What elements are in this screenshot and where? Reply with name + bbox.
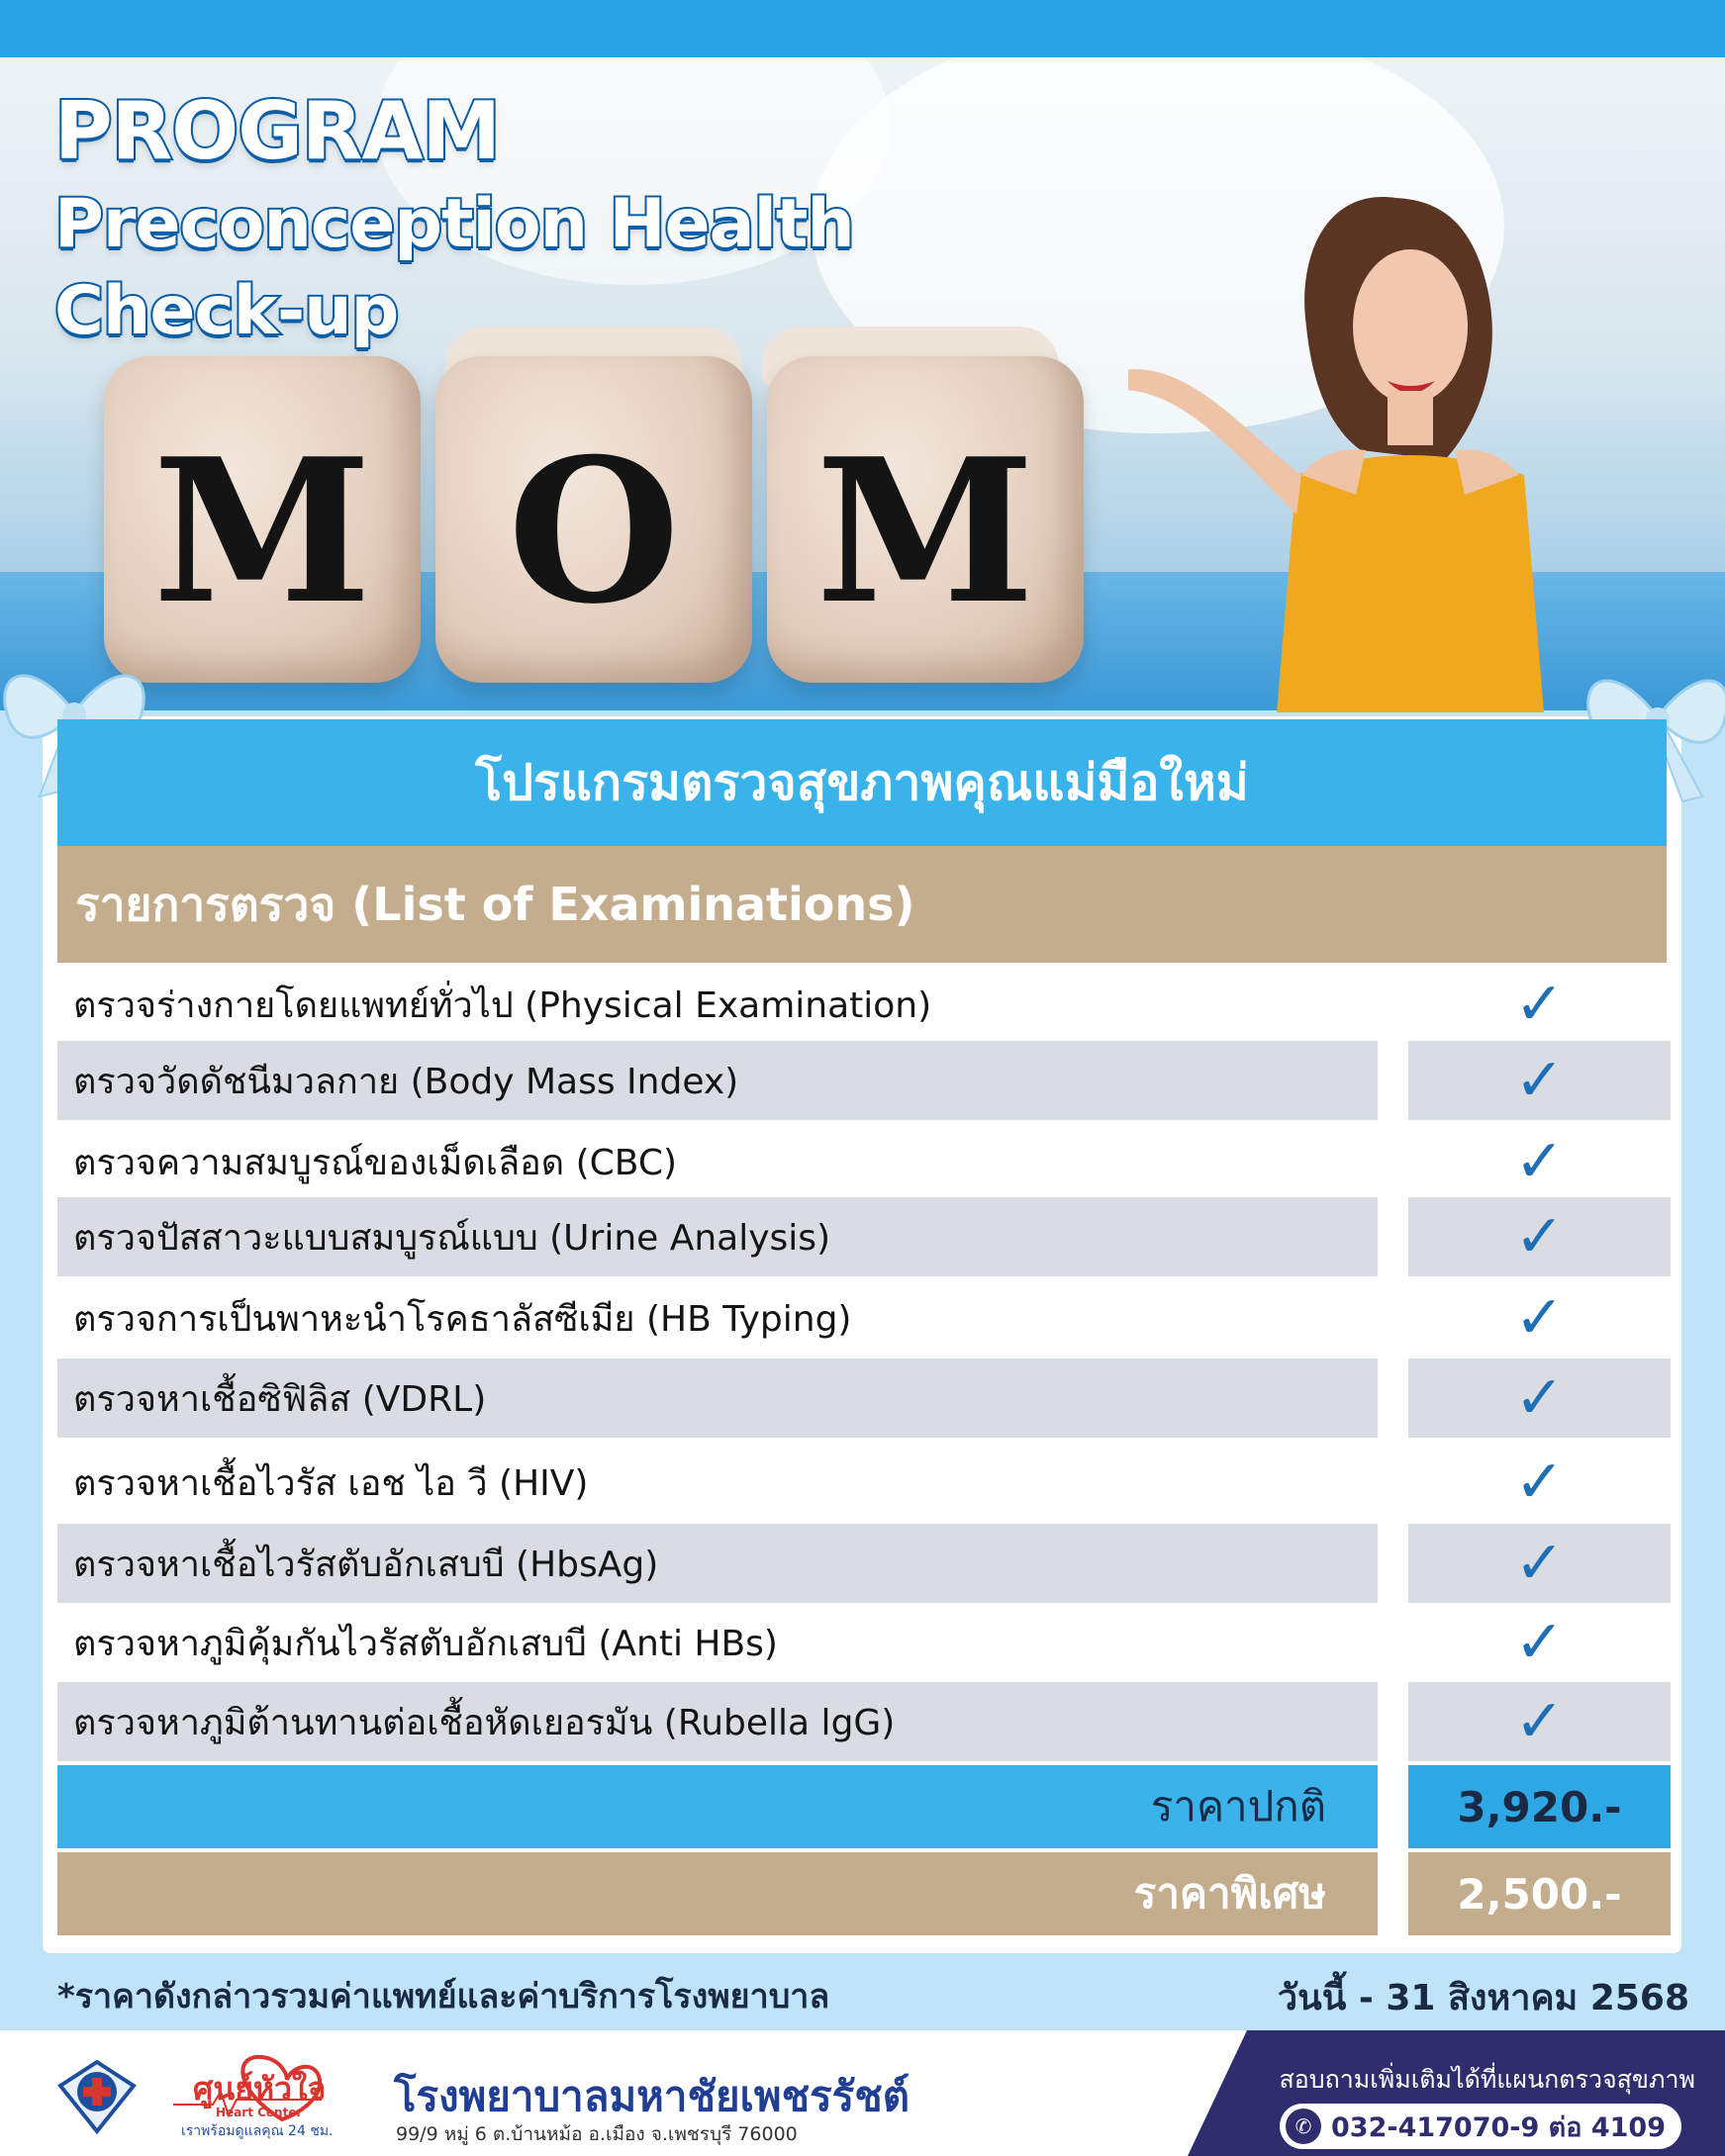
special-price: 2,500.- [1457,1869,1622,1919]
phone-icon: ✆ [1286,2109,1321,2144]
heart-center-tagline: เราพร้อมดูแลคุณ 24 ชม. [181,2123,334,2139]
hospital-logo-icon [54,2058,140,2135]
check-icon: ✓ [1514,1127,1565,1196]
cube-letter: M [815,416,1035,648]
price-footnote: *ราคาดังกล่าวรวมค่าแพทย์และค่าบริการโรงพยาบาล [57,1977,830,2016]
hospital-name: โรงพยาบาลมหาชัยเพชรรัชต์ [394,2072,910,2120]
check-icon: ✓ [1514,1363,1565,1433]
woman-photo [1128,178,1643,712]
page-title: Preconception Health [54,185,854,263]
exam-row [57,1359,1671,1438]
check-icon: ✓ [1514,1283,1565,1353]
exam-label: ตรวจปัสสาวะแบบสมบูรณ์แบบ (Urine Analysis) [73,1217,831,1259]
cube-letter: M [152,416,372,648]
check-icon: ✓ [1514,1448,1565,1517]
normal-price-row [57,1765,1671,1848]
exam-label: ตรวจการเป็นพาหะนำโรคธาลัสซีเมีย (HB Typing) [73,1298,852,1340]
exam-row [57,1278,1671,1358]
exam-row [57,1603,1671,1682]
phone-pill[interactable] [1280,2104,1681,2149]
cube-letter: O [507,416,681,648]
check-icon: ✓ [1514,970,1565,1039]
letter-cube [435,356,752,683]
program-label: PROGRAM [54,85,501,177]
special-price-row [57,1852,1671,1935]
letter-cube [767,356,1084,683]
heart-center-title: ศูนย์หัวใจ [193,2070,327,2108]
phone-number[interactable]: 032-417070-9 ต่อ 4109 [1331,2111,1666,2143]
list-header [57,846,1667,963]
exam-label: ตรวจร่างกายโดยแพทย์ทั่วไป (Physical Examination) [73,984,932,1026]
check-icon: ✓ [1514,1529,1565,1598]
exam-row [57,1524,1671,1603]
normal-price: 3,920.- [1457,1782,1622,1831]
page-subtitle: Check-up [54,272,399,350]
exam-row [57,1682,1671,1761]
check-icon: ✓ [1514,1046,1565,1115]
check-icon: ✓ [1514,1202,1565,1271]
exam-label: ตรวจความสมบูรณ์ของเม็ดเลือด (CBC) [73,1142,678,1183]
exam-label: ตรวจหาเชื้อไวรัส เอช ไอ วี (HIV) [73,1462,589,1504]
card-title-bar [57,719,1667,846]
exam-row [57,1041,1671,1120]
special-price-label: ราคาพิเศษ [1133,1869,1326,1918]
exam-row [57,1197,1671,1276]
validity-date: วันนี้ - 31 สิงหาคม 2568 [1277,1978,1689,2018]
normal-price-label: ราคาปกติ [1150,1782,1326,1830]
list-header-label: รายการตรวจ (List of Examinations) [75,877,915,931]
exam-label: ตรวจหาเชื้อซิฟิลิส (VDRL) [73,1378,487,1420]
hospital-address: 99/9 หมู่ 6 ต.บ้านหม้อ อ.เมือง จ.เพชรบุรี 76000 [396,2123,798,2145]
exam-label: ตรวจหาภูมิคุ้มกันไวรัสตับอักเสบบี (Anti HBs) [73,1623,778,1664]
exam-label: ตรวจวัดดัชนีมวลกาย (Body Mass Index) [73,1061,739,1102]
heart-center-subtitle: Heart Center [216,2106,303,2119]
exam-row [57,965,1671,1044]
top-band [0,0,1725,57]
title-block [54,84,854,353]
exam-label: ตรวจหาเชื้อไวรัสตับอักเสบบี (HbsAg) [73,1544,659,1585]
card-title: โปรแกรมตรวจสุขภาพคุณแม่มือใหม่ [475,753,1249,811]
exam-label: ตรวจหาภูมิต้านทานต่อเชื้อหัดเยอรมัน (Rubella lgG) [73,1702,896,1743]
check-icon: ✓ [1514,1608,1565,1677]
check-icon: ✓ [1514,1687,1565,1756]
exam-row [57,1443,1671,1522]
exam-row [57,1122,1671,1201]
contact-label: สอบถามเพิ่มเติมได้ที่แผนกตรวจสุขภาพ [1279,2065,1695,2094]
